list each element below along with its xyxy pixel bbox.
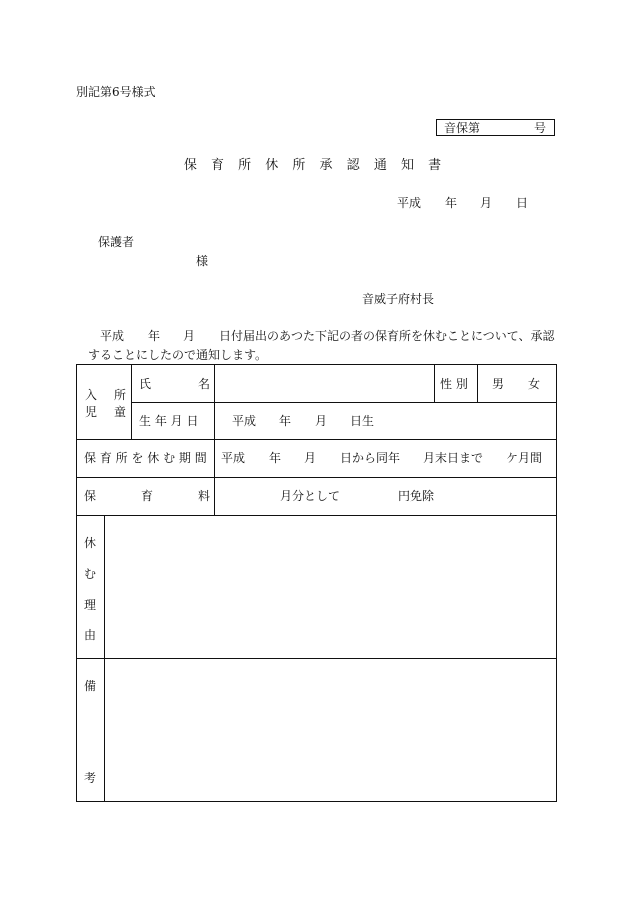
issue-date-era: 平成 — [397, 196, 422, 210]
period-to: 月末日まで — [423, 451, 484, 465]
issuer-name: 音威子府村長 — [362, 292, 435, 306]
fee-label-a: 保 — [84, 489, 97, 503]
child-label-2a: 児 — [85, 405, 98, 419]
notice-line-2: することにしたので通知します。 — [88, 348, 268, 362]
fee-yen-text: 円免除 — [398, 489, 435, 503]
name-label-b: 名 — [198, 377, 211, 391]
fee-label-c: 料 — [198, 489, 211, 503]
reason-field[interactable] — [105, 516, 556, 657]
child-label-1b: 所 — [114, 388, 127, 402]
period-from: 日から同年 — [340, 451, 401, 465]
honorific-sama: 様 — [196, 254, 209, 268]
period-months: ケ月間 — [506, 451, 543, 465]
birthdate-era: 平成 — [232, 414, 257, 428]
child-name-field[interactable] — [215, 366, 433, 401]
name-label-a: 氏 — [139, 377, 152, 391]
reason-char-4: 由 — [84, 628, 97, 642]
document-title: 保 育 所 休 所 承 認 通 知 書 — [183, 158, 447, 173]
gender-male[interactable]: 男 — [492, 377, 505, 391]
remarks-char-1: 備 — [84, 679, 97, 693]
reason-char-1: 休 — [84, 536, 97, 550]
period-year: 年 — [269, 451, 282, 465]
period-label: 保 育 所 を 休 む 期 間 — [84, 451, 207, 465]
notice-era: 平成 — [100, 329, 125, 343]
gender-label: 性 別 — [440, 377, 468, 391]
document-number-box — [436, 119, 555, 136]
child-label-2b: 童 — [114, 405, 127, 419]
child-label-1a: 入 — [85, 388, 98, 402]
fee-months-text: 月分として — [280, 489, 341, 503]
reason-char-2: む — [84, 567, 97, 581]
birthdate-year: 年 — [279, 414, 292, 428]
birthdate-label: 生 年 月 日 — [139, 414, 199, 428]
document-number-prefix: 音保第 — [444, 121, 481, 135]
period-month: 月 — [304, 451, 317, 465]
reason-char-3: 理 — [84, 598, 97, 612]
remarks-char-2: 考 — [84, 771, 97, 785]
form-number: 別記第6号様式 — [76, 85, 156, 99]
document-number-suffix: 号 — [533, 121, 546, 135]
remarks-field[interactable] — [105, 659, 556, 801]
issue-date-day: 日 — [516, 196, 529, 210]
fee-label-b: 育 — [141, 489, 154, 503]
notice-text: 日付届出のあつた下記の者の保育所を休むことについて、承認 — [219, 329, 555, 343]
birthdate-day: 日生 — [350, 414, 375, 428]
gender-female[interactable]: 女 — [528, 377, 541, 391]
guardian-label: 保護者 — [98, 235, 135, 249]
issue-date-month: 月 — [480, 196, 493, 210]
period-era: 平成 — [221, 451, 246, 465]
birthdate-month: 月 — [315, 414, 328, 428]
issue-date-year: 年 — [445, 196, 458, 210]
notice-month: 月 — [183, 329, 196, 343]
notice-year: 年 — [148, 329, 161, 343]
approval-table — [76, 364, 557, 802]
